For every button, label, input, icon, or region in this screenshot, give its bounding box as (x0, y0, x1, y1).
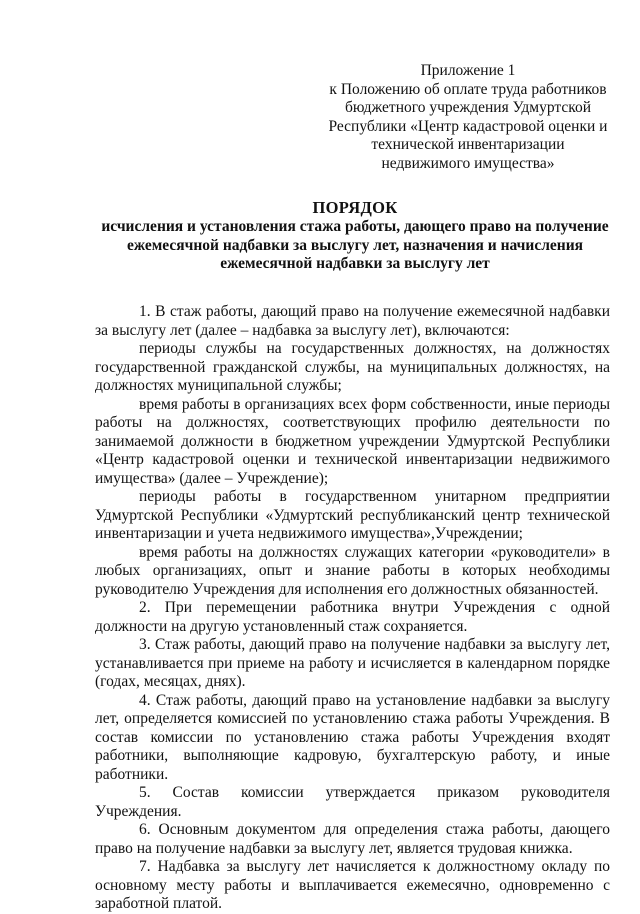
paragraph: 2. При перемещении работника внутри Учреждения с одной должности на другую установленный стаж сохраняется. (95, 599, 610, 635)
paragraph: 4. Стаж работы, дающий право на установление надбавки за выслугу лет, определяется комиссией по установлению стажа работы Учреждения. В состав комиссии по установлению стажа работы Учреждения входят работники, выполняющие кадровую, бухгалтерскую работу, и иные работники. (95, 691, 610, 783)
title-subtitle-line: ежемесячной надбавки за выслугу лет, назначения и начисления (126, 236, 584, 254)
title-subtitle-line: ежемесячной надбавки за выслугу лет (220, 255, 490, 272)
paragraph: время работы на должностях служащих категории «руководители» в любых организациях, опыт и знание работы в которых необходимы руководителю Учреждения для исполнения его должностных обязанностей. (95, 543, 610, 598)
paragraph: 3. Стаж работы, дающий право на получение надбавки за выслугу лет, устанавливается при приеме на работу и исчисляется в календарном порядке (годах, месяцах, днях). (95, 636, 610, 690)
paragraph: 5. Состав комиссии утверждается приказом руководителя Учреждения. (95, 784, 610, 820)
appendix-line: Приложение 1 (420, 62, 516, 79)
paragraph: периоды службы на государственных должностях, на должностях государственной гражданской службы, на муниципальных должностях, на должностях муниципальной службы; (95, 340, 610, 394)
paragraph: 7. Надбавка за выслугу лет начисляется к должностному окладу по основному месту работы и выплачивается ежемесячно, одновременно с заработной платой. (95, 858, 610, 912)
paragraph: 6. Основным документом для определения стажа работы, дающего право на получение надбавки за выслугу лет, является трудовая книжка. (95, 821, 610, 857)
title-main: ПОРЯДОК (312, 198, 398, 217)
appendix-line: бюджетного учреждения Удмуртской (344, 99, 592, 116)
appendix-line: к Положению об оплате труда работников (329, 80, 607, 98)
paragraph: время работы в организациях всех форм собственности, иные периоды работы на должностях, соответствующих профилю деятельности по занимаемой должности в бюджетном учреждении Удмуртской Республики «Центр кадастровой оценки и технической инвентаризации недвижимого имущества» (далее – Учреждение); (95, 395, 610, 487)
paragraph: периоды работы в государственном унитарном предприятии Удмуртской Республики «Удмуртский республиканский центр технической инвентаризации и учета недвижимого имущества»,Учреждении; (95, 488, 610, 542)
appendix-header (318, 62, 618, 173)
appendix-line: Республики «Центр кадастровой оценки и (328, 117, 608, 135)
appendix-line: недвижимого имущества» (381, 154, 555, 172)
title-subtitle-line: исчисления и установления стажа работы, дающего право на получение (101, 218, 609, 235)
paragraph: 1. В стаж работы, дающий право на получение ежемесячной надбавки за выслугу лет (далее – надбавка за выслугу лет), включаются: (95, 303, 610, 339)
appendix-line: технической инвентаризации (371, 136, 565, 153)
document-title (95, 198, 615, 274)
document-body (95, 303, 610, 914)
